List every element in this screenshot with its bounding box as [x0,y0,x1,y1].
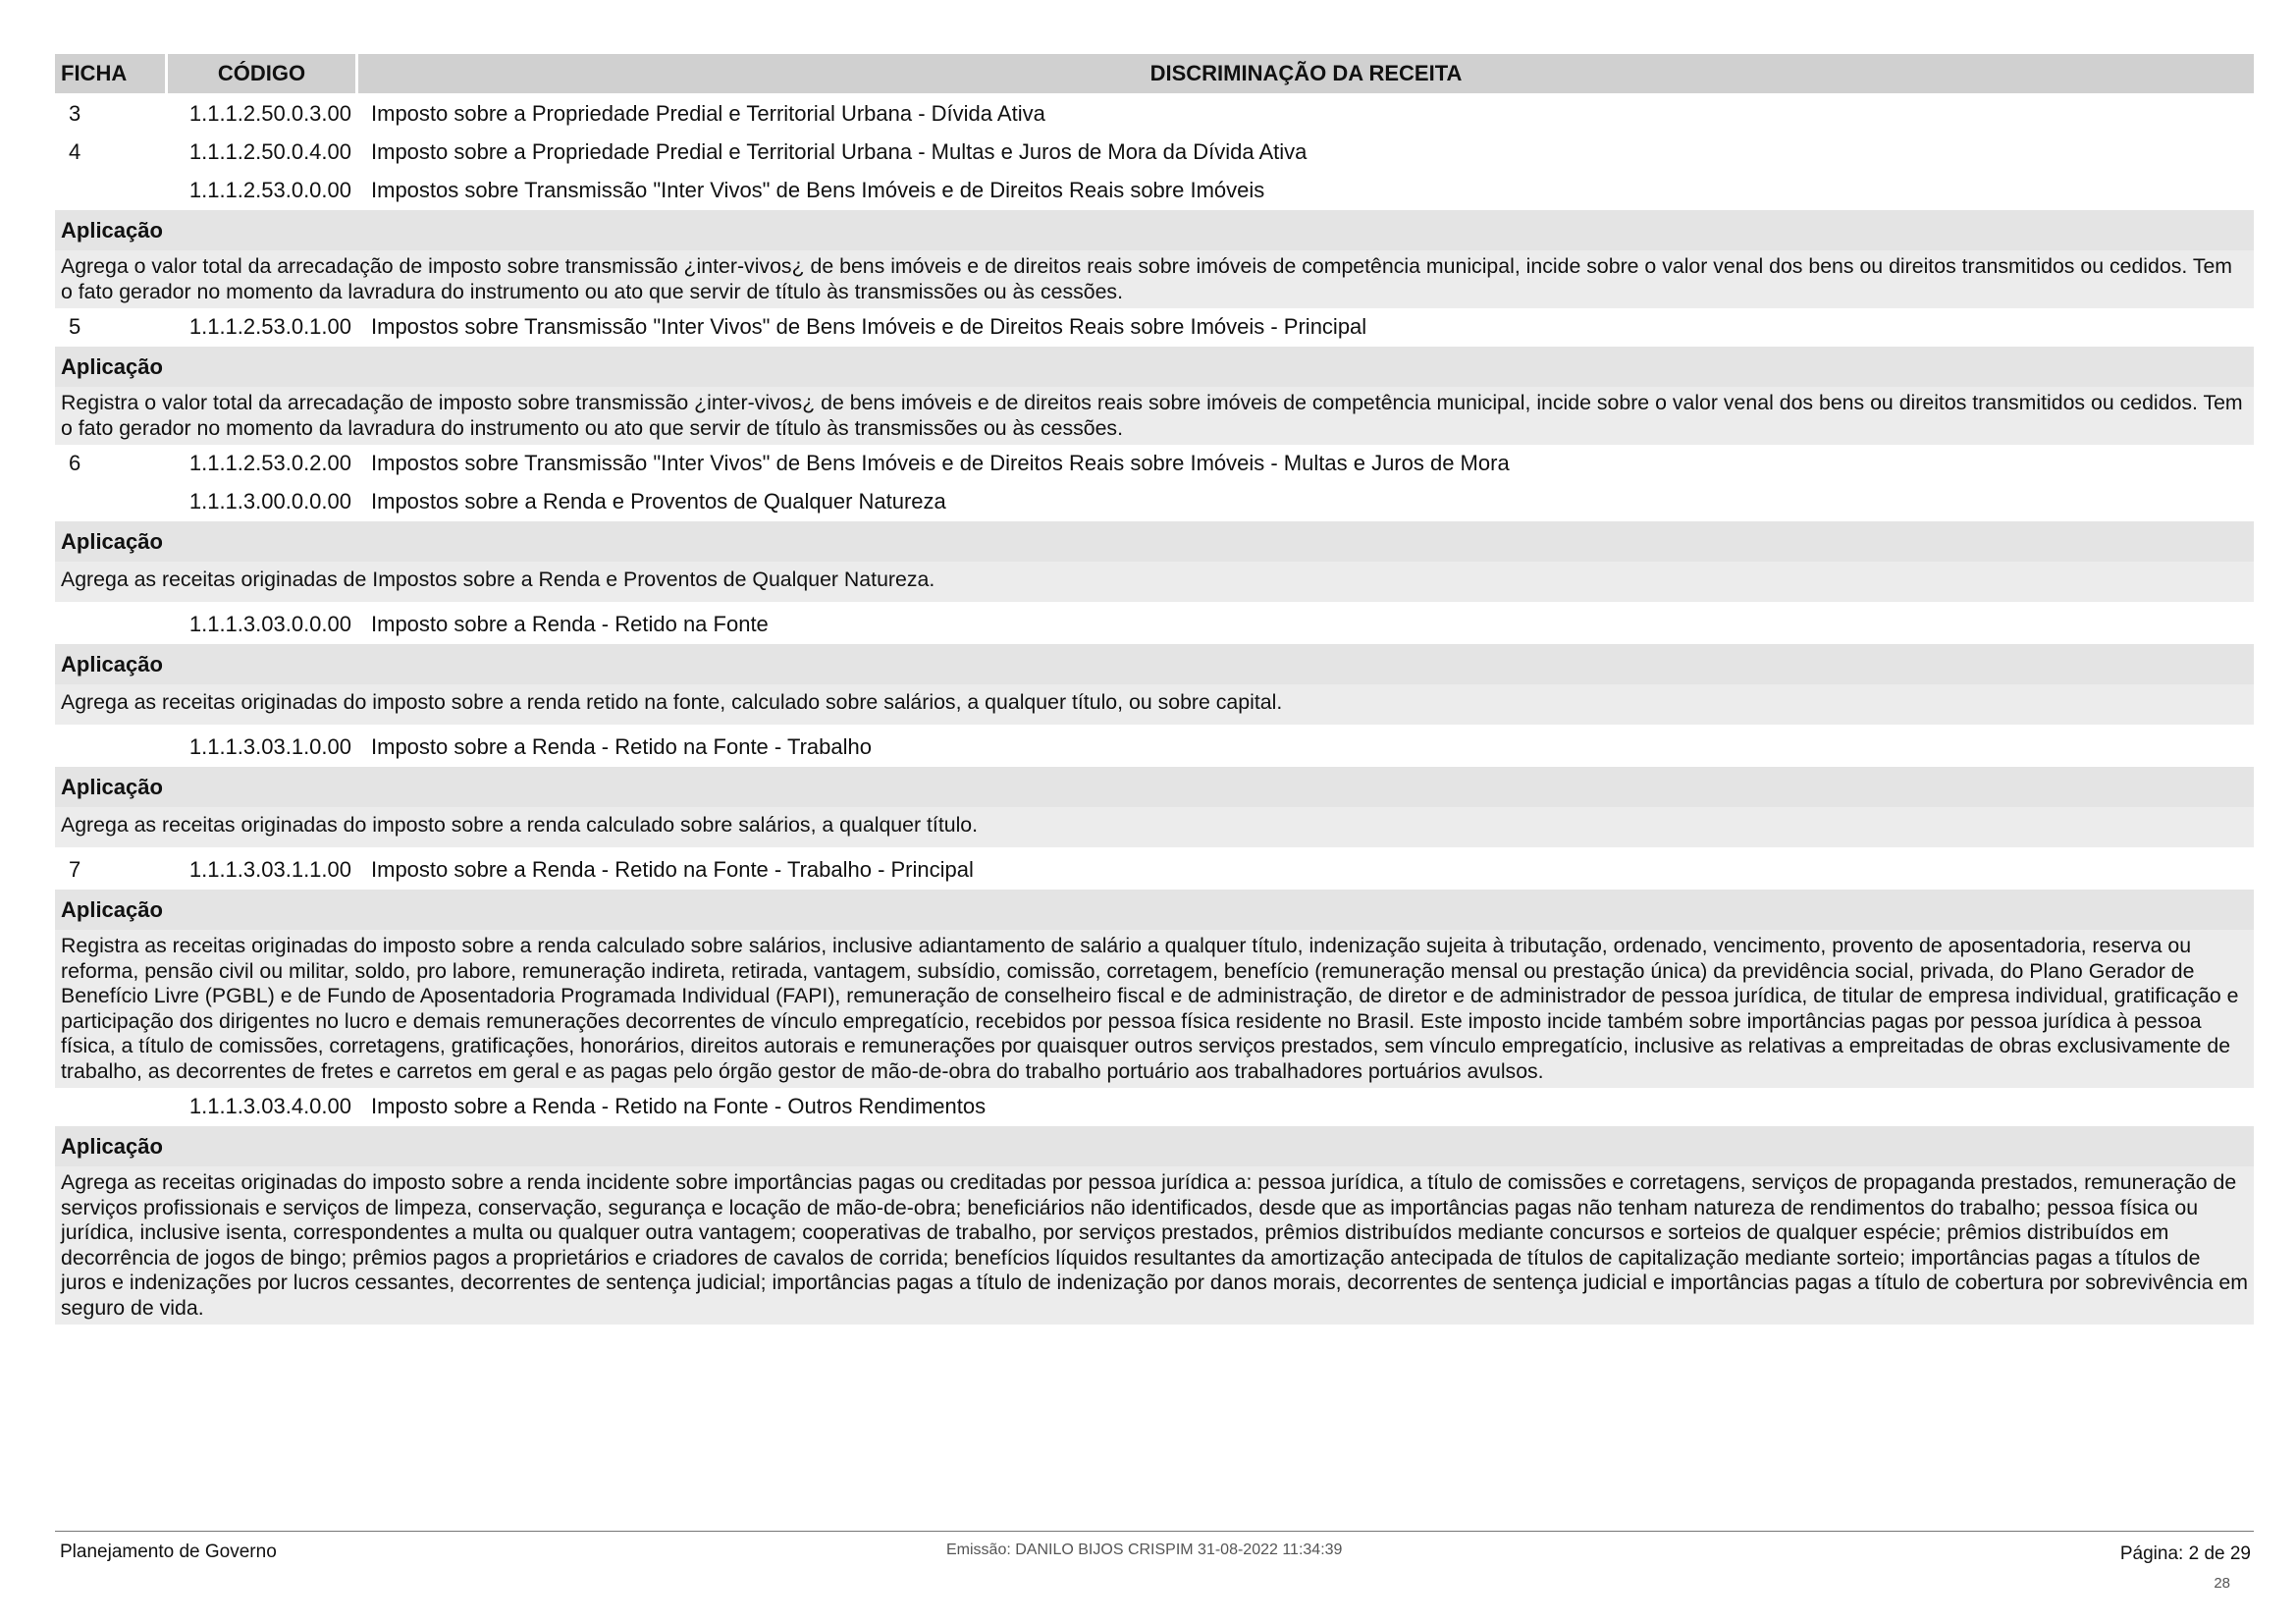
table-row [55,851,2254,890]
header-codigo: CÓDIGO [165,54,355,93]
row-codigo: 1.1.1.2.53.0.2.00 [188,451,351,475]
row-codigo: 1.1.1.3.03.4.0.00 [188,1094,351,1118]
row-ficha: 7 [69,857,81,882]
row-codigo: 1.1.1.3.03.1.0.00 [188,734,351,759]
aplicacao-label: Aplicação [55,644,2254,684]
aplicacao-text: Agrega as receitas originadas do imposto sobre a renda incidente sobre importâncias pagas ou creditadas por pessoa jurídica a: pessoa jurídica, a título de comissões e corretagens, serviços de propaganda prestados, remuneração de serviços profissionais e serviços de limpeza, conservação, segurança e locação de mão-de-obra; beneficiários não identificados, desde que as importâncias pagas não tenham natureza de rendimentos do trabalho; pessoa física ou jurídica, inclusive isenta, correspondentes a multa ou qualquer outra vantagem; cooperativas de trabalho, por serviços prestados, prêmios distribuídos mediante concursos e sorteios de qualquer espécie; prêmios distribuídos em decorrência de jogos de bingo; prêmios pagos a proprietários e criadores de cavalos de corrida; benefícios líquidos resultantes da amortização antecipada de títulos de capitalização mediante sorteio; importâncias pagas a títulos de juros e indenizações por lucros cessantes, decorrentes de sentença judicial; importâncias pagas a título de indenização por danos morais, decorrentes de sentença judicial e importâncias pagas a título de cobertura por sobrevivência em seguro de vida. [55,1166,2254,1325]
row-codigo: 1.1.1.2.50.0.3.00 [188,101,351,126]
row-descricao: Imposto sobre a Renda - Retido na Fonte - Trabalho [371,734,872,759]
row-codigo: 1.1.1.2.50.0.4.00 [188,139,351,164]
row-descricao: Imposto sobre a Renda - Retido na Fonte [371,612,769,636]
row-codigo: 1.1.1.2.53.0.0.00 [188,178,351,202]
row-ficha [55,606,153,644]
row-descricao: Impostos sobre Transmissão "Inter Vivos" de Bens Imóveis e de Direitos Reais sobre Imóveis [371,178,1265,202]
row-ficha [55,172,153,210]
footer-sheet-number: 28 [2214,1575,2230,1592]
report-content [55,54,2254,1325]
table-row [55,729,2254,767]
aplicacao-text: Agrega o valor total da arrecadação de imposto sobre transmissão ¿inter-vivos¿ de bens imóveis e de direitos reais sobre imóveis de competência municipal, incide sobre o valor venal dos bens ou direitos transmitidos ou cedidos. Tem o fato gerador no momento da lavradura do instrumento ou ato que servir de título às transmissões ou às cessões. [55,250,2254,308]
row-ficha: 6 [69,451,81,475]
row-codigo: 1.1.1.3.00.0.0.00 [188,489,351,514]
aplicacao-label: Aplicação [55,210,2254,250]
table-row [55,445,2254,483]
aplicacao-label: Aplicação [55,347,2254,387]
header-discriminacao: DISCRIMINAÇÃO DA RECEITA [355,54,2254,93]
aplicacao-label: Aplicação [55,521,2254,562]
table-row [55,95,2254,134]
table-row [55,1088,2254,1126]
table-row [55,172,2254,210]
header-ficha: FICHA [61,61,128,85]
row-ficha: 5 [69,314,81,339]
aplicacao-text: Agrega as receitas originadas de Impostos sobre a Renda e Proventos de Qualquer Natureza. [55,562,2254,602]
row-ficha: 3 [69,101,81,126]
row-codigo: 1.1.1.3.03.1.1.00 [188,857,351,882]
row-descricao: Impostos sobre Transmissão "Inter Vivos" de Bens Imóveis e de Direitos Reais sobre Imóveis - Principal [371,314,1367,339]
footer-page-indicator: Página: 2 de 29 [2119,1543,2251,1564]
table-row [55,308,2254,347]
row-ficha [55,1088,153,1126]
row-ficha [55,483,153,521]
table-row [55,483,2254,521]
footer-divider [55,1531,2254,1532]
aplicacao-label: Aplicação [55,1126,2254,1166]
aplicacao-label: Aplicação [55,767,2254,807]
table-row [55,606,2254,644]
row-ficha [55,729,153,767]
row-descricao: Imposto sobre a Renda - Retido na Fonte - Trabalho - Principal [371,857,974,882]
aplicacao-text: Agrega as receitas originadas do imposto sobre a renda calculado sobre salários, a qualquer título. [55,807,2254,847]
row-descricao: Impostos sobre Transmissão "Inter Vivos" de Bens Imóveis e de Direitos Reais sobre Imóveis - Multas e Juros de Mora [371,451,1510,475]
row-descricao: Imposto sobre a Renda - Retido na Fonte - Outros Rendimentos [371,1094,987,1118]
row-codigo: 1.1.1.2.53.0.1.00 [188,314,351,339]
row-descricao: Imposto sobre a Propriedade Predial e Territorial Urbana - Multas e Juros de Mora da Dívida Ativa [371,139,1308,164]
row-codigo: 1.1.1.3.03.0.0.00 [188,612,351,636]
table-header [55,54,2254,93]
footer-emission: Emissão: DANILO BIJOS CRISPIM 31-08-2022 11:34:39 [946,1542,1343,1558]
row-descricao: Impostos sobre a Renda e Proventos de Qualquer Natureza [371,489,946,514]
row-ficha: 4 [69,139,81,164]
table-row [55,134,2254,172]
footer-department: Planejamento de Governo [60,1542,277,1562]
aplicacao-text: Registra as receitas originadas do imposto sobre a renda calculado sobre salários, inclusive adiantamento de salário a qualquer título, indenização sujeita à tributação, ordenado, vencimento, provento de aposentadoria, reserva ou reforma, pensão civil ou militar, soldo, pro labore, remuneração indireta, retirada, vantagem, subsídio, comissão, corretagem, benefício (remuneração mensal ou prestação única) da previdência social, privada, do Plano Gerador de Benefício Livre (PGBL) e de Fundo de Aposentadoria Programada Individual (FAPI), remuneração de conselheiro fiscal e de administração, de diretor e de administrador de pessoa jurídica, de titular de empresa individual, gratificação e participação dos dirigentes no lucro e demais remunerações decorrentes de vínculo empregatício, recebidos por pessoa física residente no Brasil. Este imposto incide também sobre importâncias pagas por pessoa jurídica à pessoa física, a título de comissões, corretagens, gratificações, honorários, direitos autorais e remunerações por quaisquer outros serviços prestados, sem vínculo empregatício, inclusive as relativas a empreitadas de obras exclusivamente de trabalho, as decorrentes de fretes e carretos em geral e as pagas pelo órgão gestor de mão-de-obra do trabalho portuário aos trabalhadores portuários avulsos. [55,930,2254,1088]
aplicacao-text: Agrega as receitas originadas do imposto sobre a renda retido na fonte, calculado sobre salários, a qualquer título, ou sobre capital. [55,684,2254,725]
aplicacao-label: Aplicação [55,890,2254,930]
row-descricao: Imposto sobre a Propriedade Predial e Territorial Urbana - Dívida Ativa [371,101,1045,126]
aplicacao-text: Registra o valor total da arrecadação de imposto sobre transmissão ¿inter-vivos¿ de bens imóveis e de direitos reais sobre imóveis de competência municipal, incide sobre o valor venal dos bens ou direitos transmitidos ou cedidos. Tem o fato gerador no momento da lavradura do instrumento ou ato que servir de título às transmissões ou às cessões. [55,387,2254,445]
